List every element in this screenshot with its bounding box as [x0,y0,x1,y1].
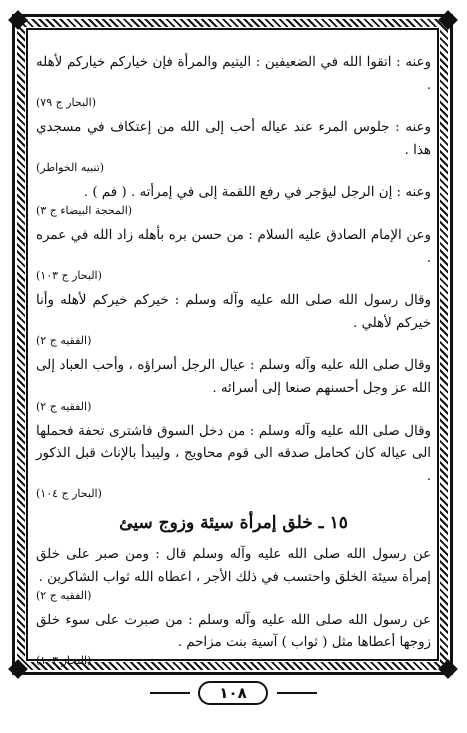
page-number [198,681,268,705]
hadith-text: وعنه : جلوس المرء عند عياله أحب إلى الله من إعتكاف في مسجدي هذا . [36,120,431,158]
hadith-text: وعنه : اتقوا الله في الضعيفين : اليتيم والمرأة فإن خياركم خياركم لأهله . [36,55,431,93]
page-number-rule [277,692,317,694]
hadith-entry [36,182,431,219]
hadith-text: وعن الإمام الصادق عليه السلام : من حسن بره بأهله زاد الله في عمره . [36,227,431,266]
hadith-source: (البحار ج ٧٩) [36,96,97,110]
hadith-entry [36,117,431,176]
hadith-source: (الفقيه ج ٢) [36,334,92,348]
hadith-text: عن رسول الله صلى الله عليه وآله وسلم : من صبرت على سوء خلق زوجها أعطاها مثل ( ثواب ) آسية بنت مزاحم . [36,612,431,651]
hadith-source: (البحار ج ١٠٤) [36,487,102,501]
hadith-entry [36,421,431,503]
hadith-entry [36,544,431,603]
hadith-text: وقال رسول الله صلى الله عليه وآله وسلم : خيركم خيركم لأهله وأنا خيركم لأهلي . [36,293,431,331]
hadith-source: (الفقيه ج ٢) [36,399,92,413]
page-content [36,52,431,675]
hadith-entry [36,52,431,111]
hadith-entry [36,355,431,414]
page-number-text: ١٠٨ [219,684,247,702]
hadith-text: وعنه : إن الرجل ليؤجر في رفع اللقمة إلى في إمرأته . ( فم ) . [83,185,431,201]
hadith-source: (البحار ١٠٣) [36,653,92,667]
hadith-source: (تنبيه الخواطر) [36,161,105,175]
hadith-source: (البحار ج ١٠٣) [36,269,102,283]
hadith-entry [36,225,431,284]
page-number-rule [150,692,190,694]
hadith-entry [36,290,431,349]
hadith-text: وقال صلى الله عليه وآله وسلم : عيال الرجل أسراؤه ، وأحب العباد إلى الله عز وجل أحسنهم صنعا إلى أسرائه . [36,358,431,396]
section-title: ١٥ ـ خلق إمرأة سيئة وزوج سيئ [119,513,348,534]
hadith-source: (المحجة البيضاء ج ٣) [36,203,133,217]
hadith-text: عن رسول الله صلى الله عليه وآله وسلم قال : ومن صبر على خلق إمرأة سيئة الخلق واحتسب في ذلك الأجر ، اعطاه الله ثواب الشاكرين . [36,547,431,585]
hadith-text: وقال صلى الله عليه وآله وسلم : من دخل السوق فاشترى تحفة فحملها الى عياله كان كحامل صدقه الى قوم محاويج ، وليبدأ بالإناث قبل الذكور . [36,423,431,484]
hadith-source: (الفقيه ج ٢) [36,588,92,602]
hadith-entry [36,610,431,669]
